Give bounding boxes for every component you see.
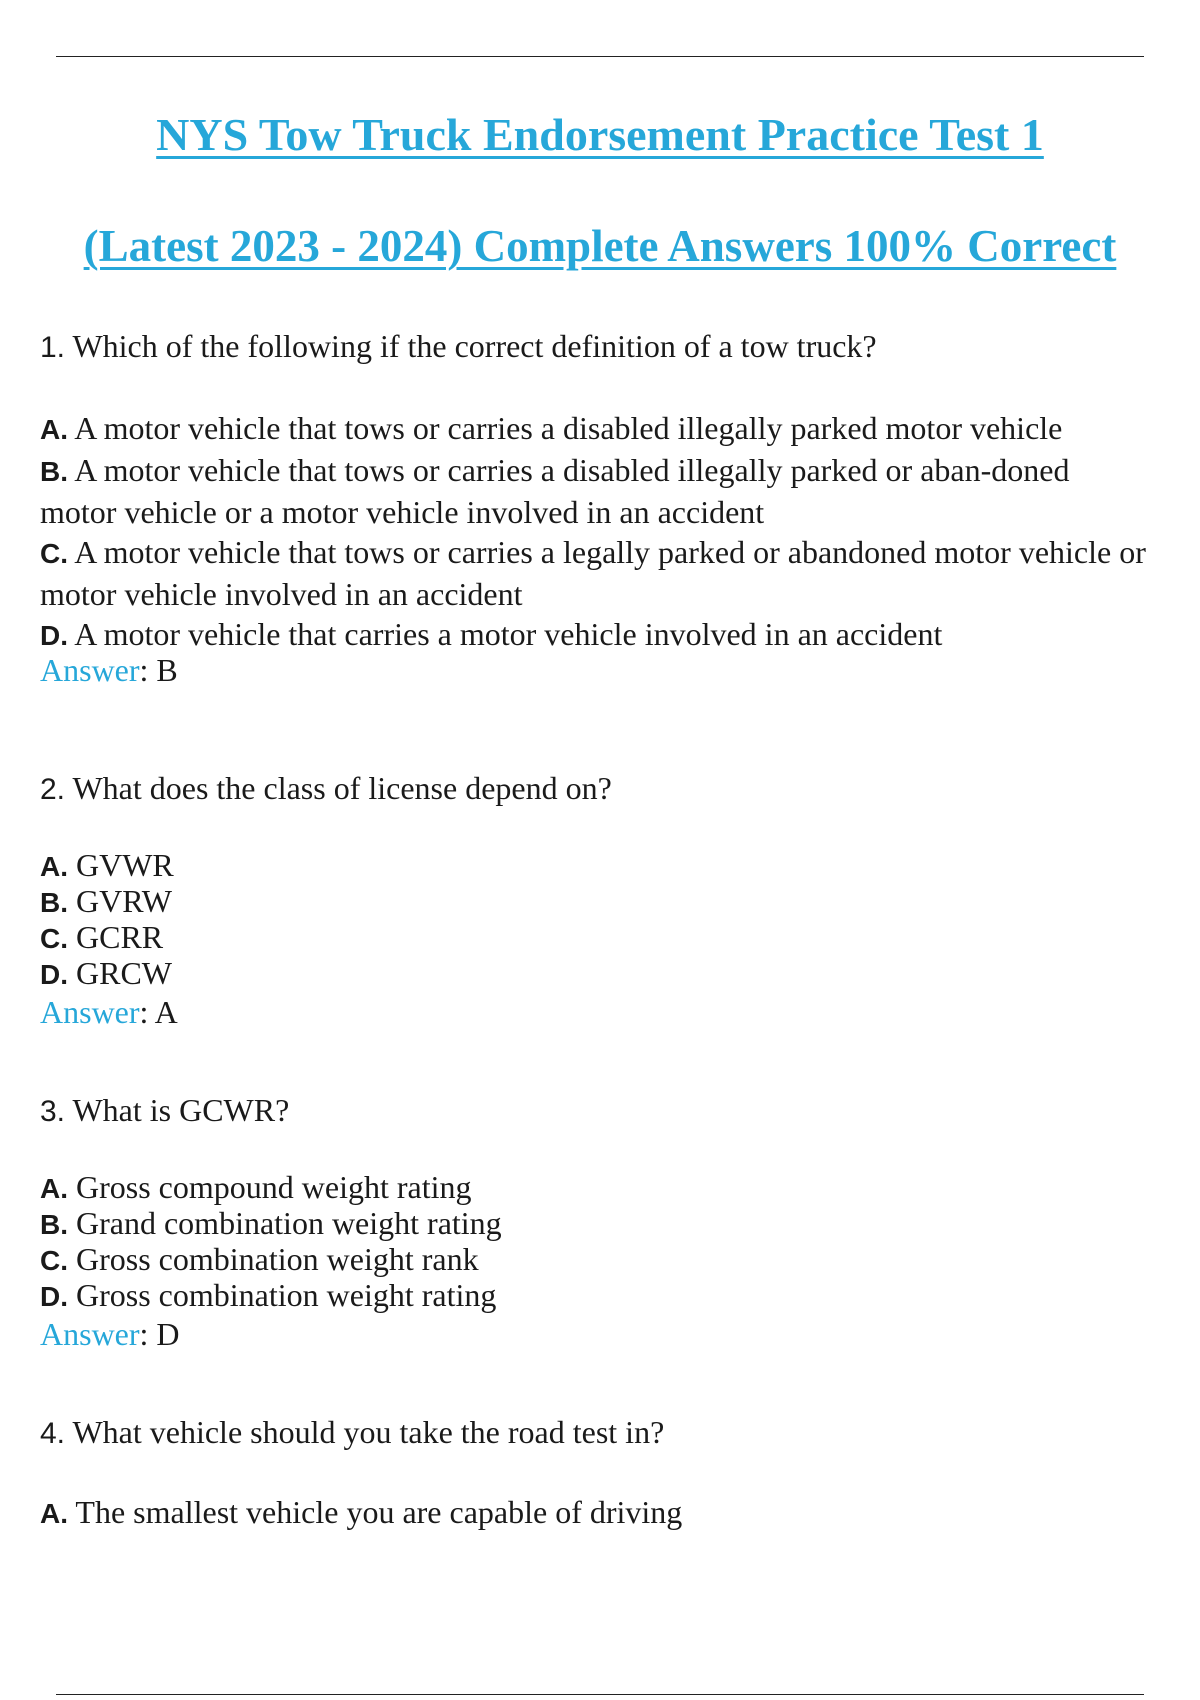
answer-value: B [156,652,178,688]
answer-line: Answer: A [40,994,178,1030]
question-text: What does the class of license depend on? [72,770,612,806]
option-text: GRCW [76,955,172,991]
answer-value: A [154,994,178,1030]
option-text: A motor vehicle that tows or carries a disabled illegally parked or aban-doned motor vehicle or a motor vehicle involved in an accident [40,452,1070,530]
option-letter: D. [40,959,68,990]
option-text: Gross compound weight rating [76,1169,472,1205]
bottom-rule [56,1694,1144,1695]
option-letter: D. [40,1281,68,1312]
option-a [40,848,1150,884]
top-rule [56,56,1144,57]
answer-line: Answer: D [40,1316,180,1352]
option-b [40,1206,1150,1242]
question-number: 3. [40,1095,66,1128]
option-text: A motor vehicle that carries a motor vehicle involved in an accident [74,616,943,652]
question-3 [40,1092,289,1129]
option-letter: D. [40,620,68,651]
options-2 [40,848,1150,1030]
document-title: NYS Tow Truck Endorsement Practice Test 1 [156,109,1044,160]
option-letter: A. [40,1173,68,1204]
option-text: Grand combination weight rating [76,1205,502,1241]
option-letter: B. [40,1209,68,1240]
option-text: The smallest vehicle you are capable of driving [75,1494,683,1530]
question-4 [40,1414,664,1451]
options-4 [40,1492,1150,1534]
question-2 [40,770,612,807]
answer-value: D [156,1316,180,1352]
option-d [40,956,1150,992]
option-c [40,920,1150,956]
question-text: What is GCWR? [72,1092,290,1128]
question-number: 1. [40,331,66,364]
option-d [40,1278,1150,1314]
question-text: What vehicle should you take the road test in? [72,1414,665,1450]
option-letter: A. [40,414,68,445]
option-text: Gross combination weight rank [76,1241,479,1277]
option-letter: A. [40,851,68,882]
option-letter: B. [40,456,68,487]
option-text: A motor vehicle that tows or carries a legally parked or abandoned motor vehicle or motor vehicle involved in an accident [40,534,1146,612]
option-text: GVWR [76,847,174,883]
option-c [40,532,1150,614]
options-3 [40,1170,1150,1352]
option-letter: B. [40,887,68,918]
document-subtitle: (Latest 2023 - 2024) Complete Answers 100% Correct [83,221,1117,271]
option-text: GVRW [76,883,172,919]
answer-label: Answer [40,652,140,688]
option-b [40,450,1150,532]
question-number: 2. [40,773,66,806]
option-letter: C. [40,538,68,569]
option-text: A motor vehicle that tows or carries a disabled illegally parked motor vehicle [74,410,1063,446]
answer-label: Answer [40,994,140,1030]
option-letter: C. [40,923,68,954]
option-c [40,1242,1150,1278]
option-b [40,884,1150,920]
question-number: 4. [40,1417,66,1450]
question-text: Which of the following if the correct definition of a tow truck? [72,328,877,364]
option-a [40,1492,1150,1534]
question-1 [40,328,877,365]
option-a [40,408,1150,450]
answer-line: Answer: B [40,652,178,688]
options-1 [40,408,1150,690]
option-text: GCRR [76,919,164,955]
option-letter: C. [40,1245,68,1276]
option-a [40,1170,1150,1206]
option-letter: A. [40,1498,68,1529]
answer-label: Answer [40,1316,140,1352]
option-text: Gross combination weight rating [76,1277,497,1313]
